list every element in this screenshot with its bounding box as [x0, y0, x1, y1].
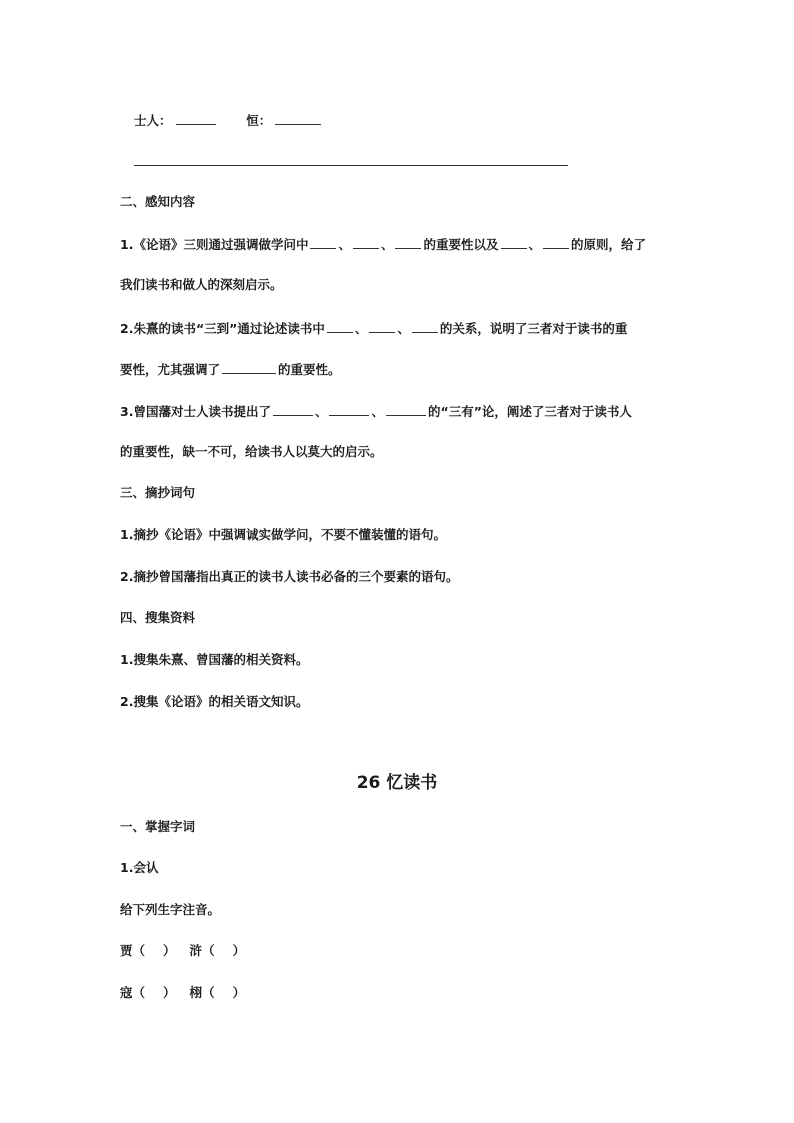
- sec4-item1: 1.搜集朱熹、曾国藩的相关资料。: [120, 652, 309, 667]
- sec2-item1-text-a: 1.《论语》三则通过强调做学问中: [120, 237, 309, 252]
- paren-close: ）: [163, 943, 176, 958]
- fill-blank[interactable]: [222, 359, 276, 374]
- sec2-item1-text-b: 的重要性以及: [423, 237, 499, 252]
- char-hu: 浒: [189, 943, 203, 958]
- sec2-item2-text-c: 要性，尤其强调了: [120, 362, 221, 377]
- top-fill-line: [134, 110, 321, 130]
- sec2-item2-line2: [120, 359, 341, 379]
- paren-open: （: [132, 985, 146, 1000]
- lesson-section-heading: 一、掌握字词: [120, 819, 196, 834]
- fill-blank[interactable]: [386, 401, 426, 416]
- fill-blank[interactable]: [543, 234, 569, 249]
- separator: 、: [371, 404, 384, 419]
- sec3-item2: 2.摘抄曾国藩指出真正的读书人读书必备的三个要素的语句。: [120, 569, 459, 584]
- sec2-item3-line2: 的重要性，缺一不可，给读书人以莫大的启示。: [120, 444, 383, 459]
- heng-label: 恒：: [246, 113, 272, 128]
- section-heading-collect: 四、搜集资料: [120, 610, 196, 625]
- fill-blank[interactable]: [310, 234, 336, 249]
- fill-blank[interactable]: [395, 234, 421, 249]
- char-jia: 贾: [120, 943, 133, 958]
- lesson-instruction: 给下列生字注音。: [120, 902, 221, 917]
- section-heading-perception: 二、感知内容: [120, 194, 196, 209]
- pinyin-row-1: [120, 942, 245, 960]
- sec4-item2: 2.搜集《论语》的相关语文知识。: [120, 694, 309, 709]
- paren-close: ）: [232, 985, 246, 1000]
- sec2-item1-text-c: 的原则，给了: [571, 237, 647, 252]
- lesson-title: 26 忆读书: [356, 773, 438, 793]
- fill-blank[interactable]: [501, 234, 527, 249]
- sec2-item2-text-b: 的关系，说明了三者对于读书的重: [439, 321, 628, 336]
- sec2-item3-line1: [120, 401, 632, 421]
- fill-blank[interactable]: [369, 318, 395, 333]
- sec2-item2-text-a: 2.朱熹的读书“三到”通过论述读书中: [120, 321, 325, 336]
- sec2-item3-text-b: 的“三有”论，阐述了三者对于读书人: [427, 404, 632, 419]
- sec3-item1: 1.摘抄《论语》中强调诚实做学问，不要不懂装懂的语句。: [120, 527, 446, 542]
- separator: 、: [397, 321, 410, 336]
- heng-blank[interactable]: [275, 110, 321, 125]
- lesson-subheading-recognize: 1.会认: [120, 860, 159, 875]
- sec2-item3-text-a: 3.曾国藩对士人读书提出了: [120, 404, 271, 419]
- fill-blank[interactable]: [273, 401, 313, 416]
- paren-open: （: [202, 943, 215, 958]
- separator: 、: [380, 237, 394, 252]
- shiren-blank[interactable]: [176, 110, 216, 125]
- fill-blank[interactable]: [353, 234, 379, 249]
- paren-close: ）: [163, 985, 176, 1000]
- sec2-item1-line2: 我们读书和做人的深刻启示。: [120, 277, 283, 292]
- shiren-label: 士人：: [134, 113, 172, 128]
- separator: 、: [338, 237, 351, 252]
- pinyin-row-2: [120, 984, 245, 1002]
- paren-close: ）: [232, 943, 246, 958]
- answer-underline: [134, 165, 568, 166]
- separator: 、: [354, 321, 368, 336]
- char-kou: 寇: [120, 985, 133, 1000]
- fill-blank[interactable]: [412, 318, 438, 333]
- separator: 、: [528, 237, 542, 252]
- char-xu: 栩: [189, 985, 203, 1000]
- sec2-item2-line1: [120, 318, 627, 338]
- separator: 、: [314, 404, 328, 419]
- sec2-item1-line1: [120, 234, 646, 254]
- section-heading-excerpt: 三、摘抄词句: [120, 485, 196, 500]
- fill-blank[interactable]: [329, 401, 369, 416]
- paren-open: （: [132, 943, 146, 958]
- sec2-item2-text-d: 的重要性。: [278, 362, 341, 377]
- fill-blank[interactable]: [327, 318, 353, 333]
- paren-open: （: [202, 985, 215, 1000]
